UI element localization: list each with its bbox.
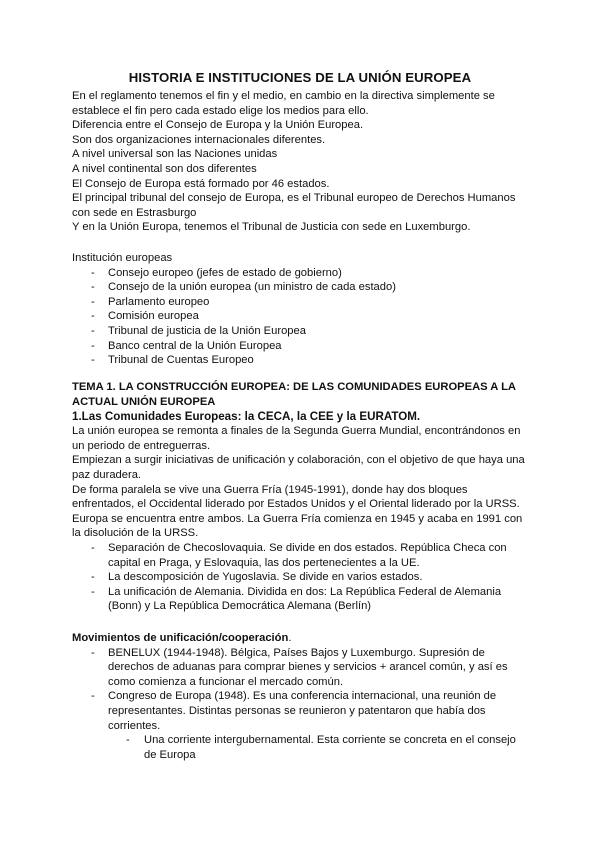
tema1-paragraph-line: enfrentados, el Occidental liderado por Estados Unidos y el Oriental liderado por la URSS. [72, 498, 520, 511]
dash-bullet: - [91, 541, 95, 554]
list-item [72, 339, 542, 354]
list-item [72, 309, 542, 324]
dash-bullet: - [91, 571, 95, 584]
list-item-text: Banco central de la Unión Europea [108, 339, 282, 352]
intro-line: establece el fin pero cada estado elige los medios para ello. [72, 104, 369, 117]
list-item-line: Separación de Checoslovaquia. Se divide en dos estados. República Checa con [108, 541, 507, 554]
list-item [72, 295, 542, 310]
intro-line: Son dos organizaciones internacionales diferentes. [72, 133, 326, 146]
movimientos-heading-suffix: . [288, 632, 292, 644]
list-item [72, 585, 552, 614]
list-item-line: de Europa [144, 748, 196, 761]
intro-line: Diferencia entre el Consejo de Europa y la Unión Europea. [72, 119, 364, 132]
list-item [72, 353, 542, 368]
intro-line: A nivel universal son las Naciones unidas [72, 148, 278, 161]
list-item-text: Tribunal de justicia de la Unión Europea [108, 324, 306, 337]
list-item-line: derechos de aduanas para comprar bienes y servicios + arancel común, y así es [108, 661, 508, 674]
list-item [72, 266, 542, 281]
list-item [72, 324, 542, 339]
list-item-line: capital en Praga, y Eslovaquia, las dos pertenecientes a la UE. [108, 556, 420, 569]
intro-line: Y en la Unión Europa, tenemos el Tribunal de Justicia con sede en Luxemburgo. [72, 221, 471, 234]
list-item-line: corrientes. [108, 719, 161, 732]
dash-bullet: - [91, 310, 95, 323]
instituciones-list [72, 266, 542, 368]
dash-bullet: - [91, 646, 95, 659]
list-item-line: como comienza a funcionar el mercado común. [108, 675, 344, 688]
intro-line: A nivel continental son dos diferentes [72, 162, 257, 175]
dash-bullet: - [91, 690, 95, 703]
list-item-line: La descomposición de Yugoslavia. Se divide en varios estados. [108, 571, 423, 584]
intro-line: El principal tribunal del consejo de Europa, es el Tribunal europeo de Derechos Humanos [72, 192, 516, 205]
dash-bullet: - [91, 295, 95, 308]
list-item-text: Parlamento europeo [108, 295, 210, 308]
dash-bullet: - [91, 339, 95, 352]
list-item-text: Consejo de la unión europea (un ministro de cada estado) [108, 281, 396, 294]
list-item-text: Consejo europeo (jefes de estado de gobierno) [108, 266, 342, 279]
instituciones-heading: Institución europeas [72, 252, 173, 264]
list-item-line: La unificación de Alemania. Dividida en dos: La República Federal de Alemania [108, 585, 502, 598]
list-item-line: BENELUX (1944-1948). Bélgica, Países Bajos y Luxemburgo. Supresión de [108, 646, 485, 659]
tema1-paragraph-line: la disolución de la URSS. [72, 527, 199, 540]
tema1-section [72, 380, 552, 614]
list-item [72, 280, 542, 295]
list-item [72, 541, 552, 570]
dash-bullet: - [91, 585, 95, 598]
instituciones-section [72, 251, 542, 368]
list-item-text: Tribunal de Cuentas Europeo [108, 354, 254, 367]
tema1-heading-line: TEMA 1. LA CONSTRUCCIÓN EUROPEA: DE LAS COMUNIDADES EUROPEAS A LA [72, 381, 516, 393]
tema1-paragraph-line: paz duradera. [72, 468, 142, 481]
dash-bullet: - [91, 266, 95, 279]
list-item [72, 646, 552, 690]
dash-bullet: - [91, 281, 95, 294]
movimientos-heading-row [72, 631, 552, 646]
tema1-subheading: 1.Las Comunidades Europeas: la CECA, la CEE y la EURATOM. [72, 410, 421, 424]
list-item-line: representantes. Distintas personas se reunieron y patentaron que había dos [108, 704, 486, 717]
tema1-paragraph-line: De forma paralela se vive una Guerra Fría (1945-1991), donde hay dos bloques [72, 483, 468, 496]
list-item [72, 570, 552, 585]
list-item [72, 733, 552, 762]
dash-bullet: - [91, 354, 95, 367]
intro-section [72, 89, 542, 235]
tema1-paragraph-line: La unión europea se remonta a finales de la Segunda Guerra Mundial, encontrándonos en [72, 425, 521, 438]
list-item-line: Congreso de Europa (1948). Es una conferencia internacional, una reunión de [108, 690, 497, 703]
dash-bullet: - [91, 324, 95, 337]
tema1-bullet-list [72, 541, 552, 614]
list-item-line: (Bonn) y La República Democrática Alemana (Berlín) [108, 600, 372, 613]
intro-line: con sede en Estrasburgo [72, 206, 197, 219]
intro-line: En el reglamento tenemos el fin y el medio, en cambio en la directiva simplemente se [72, 90, 495, 102]
intro-line: El Consejo de Europa está formado por 46 estados. [72, 177, 330, 190]
list-item-line: Una corriente intergubernamental. Esta corriente se concreta en el consejo [144, 734, 516, 747]
tema1-heading-line: ACTUAL UNIÓN EUROPEA [72, 395, 216, 408]
tema1-paragraph-line: un periodo de entreguerras. [72, 439, 211, 452]
movimientos-sub-bullet-list [72, 733, 552, 762]
document-title: HISTORIA E INSTITUCIONES DE LA UNIÓN EUROPEA [128, 70, 472, 85]
list-item-text: Comisión europea [108, 310, 199, 323]
tema1-paragraph-line: Europa se encuentra entre ambos. La Guerra Fría comienza en 1945 y acaba en 1991 con [72, 512, 523, 525]
movimientos-heading: Movimientos de unificación/cooperación [72, 632, 289, 644]
movimientos-section [72, 631, 552, 762]
dash-bullet: - [126, 734, 130, 747]
tema1-paragraph-line: Empiezan a surgir iniciativas de unificación y colaboración, con el objetivo de que haya una [72, 454, 525, 467]
list-item [72, 689, 552, 733]
movimientos-bullet-list [72, 646, 552, 734]
